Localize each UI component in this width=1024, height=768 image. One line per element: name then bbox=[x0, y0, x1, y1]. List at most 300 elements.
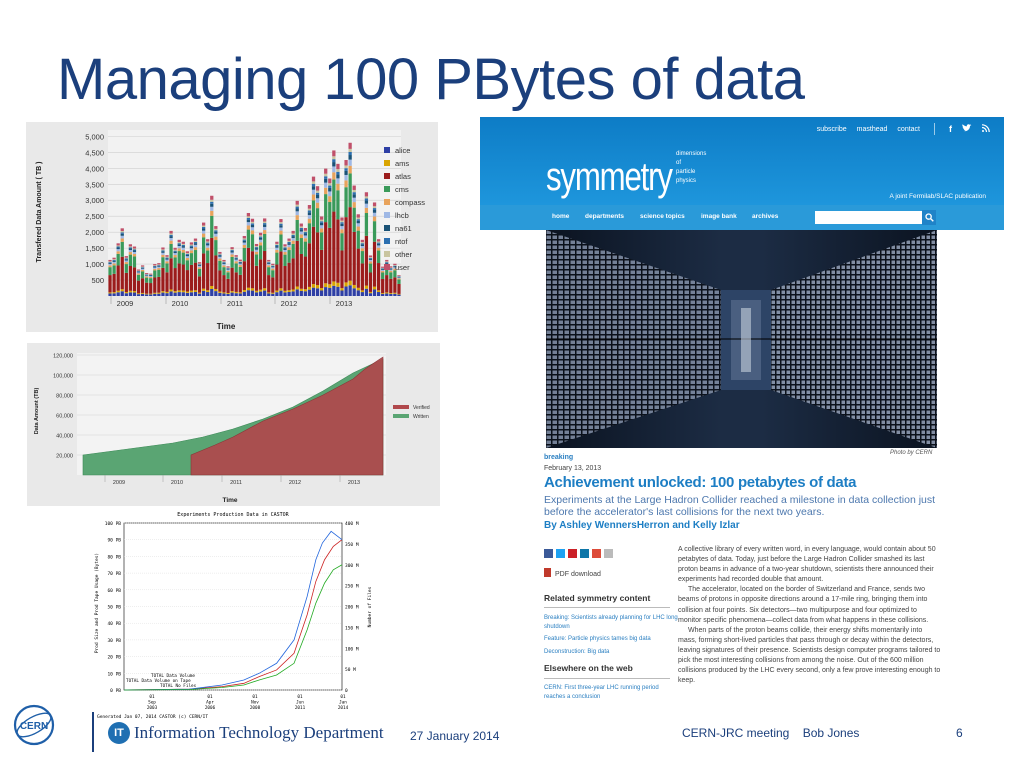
bar-segment-ams bbox=[239, 292, 242, 293]
bar-segment-cms bbox=[206, 251, 209, 264]
y2-tick-label: 300 M bbox=[345, 563, 359, 569]
elsewhere-link[interactable]: CERN: First three-year LHC running period reaches a conclusion bbox=[544, 685, 659, 700]
bar-segment-compass bbox=[357, 227, 360, 231]
bar-segment-ntof bbox=[157, 265, 160, 266]
related-link[interactable]: Deconstruction: Big data bbox=[544, 649, 610, 655]
bar-segment-user bbox=[165, 255, 168, 257]
bar-segment-user bbox=[182, 242, 185, 244]
x-tick-label: Jun bbox=[296, 700, 304, 706]
bar-segment-na61 bbox=[312, 186, 315, 190]
bar-segment-ams bbox=[214, 289, 217, 291]
bar-segment-ntof bbox=[332, 159, 335, 162]
bar-segment-user bbox=[328, 179, 331, 184]
bar-segment-cms bbox=[235, 263, 238, 272]
rss-icon[interactable] bbox=[982, 124, 990, 134]
bar-segment-na61 bbox=[190, 247, 193, 249]
bar-segment-compass bbox=[210, 211, 213, 216]
bar-segment-na61 bbox=[340, 224, 343, 226]
bar-segment-na61 bbox=[186, 255, 189, 256]
legend-label: Verified bbox=[413, 405, 430, 411]
bar-segment-na61 bbox=[328, 188, 331, 192]
googleplus-share-icon[interactable] bbox=[592, 549, 601, 558]
bar-segment-alice bbox=[336, 287, 339, 296]
bar-segment-cms bbox=[357, 231, 360, 249]
bar-segment-na61 bbox=[198, 265, 201, 266]
y-tick-label: 3,000 bbox=[85, 196, 104, 206]
legend-label: ntof bbox=[395, 237, 408, 246]
bar-segment-atlas bbox=[283, 266, 286, 291]
bar-segment-user bbox=[210, 196, 213, 200]
bar-segment-na61 bbox=[357, 221, 360, 223]
bar-segment-alice bbox=[287, 292, 290, 296]
bar-segment-cms bbox=[287, 250, 290, 263]
y-tick-label: 80 PB bbox=[107, 555, 121, 561]
bar-segment-user bbox=[247, 213, 250, 216]
bar-segment-cms bbox=[361, 251, 364, 263]
bar-segment-lhcb bbox=[320, 225, 323, 228]
bar-segment-atlas bbox=[243, 261, 246, 290]
article-body bbox=[678, 545, 941, 686]
x-tick-label: 2009 bbox=[116, 299, 134, 308]
footer-meeting: CERN-JRC meeting Bob Jones bbox=[682, 726, 860, 740]
bar-segment-atlas bbox=[255, 266, 258, 291]
bar-segment-na61 bbox=[373, 210, 376, 213]
bar-segment-na61 bbox=[353, 194, 356, 197]
divider bbox=[544, 607, 670, 608]
bar-segment-lhcb bbox=[137, 272, 140, 273]
bar-segment-na61 bbox=[348, 155, 351, 160]
bar-segment-cms bbox=[133, 256, 136, 267]
pinterest-share-icon[interactable] bbox=[568, 549, 577, 558]
nav-image-bank[interactable]: image bank bbox=[701, 213, 737, 220]
bar-segment-cms bbox=[267, 267, 270, 275]
bar-segment-lhcb bbox=[300, 232, 303, 235]
article-dek: Experiments at the Large Hadron Collider reached a milestone in data collection just before the accelerator's last collisions for the next two years. bbox=[544, 494, 936, 518]
bar-segment-atlas bbox=[210, 238, 213, 286]
bar-segment-cms bbox=[263, 234, 266, 251]
bar-segment-cms bbox=[397, 279, 400, 284]
area-chart-svg bbox=[27, 343, 440, 506]
symmetry-tagline: A joint Fermilab/SLAC publication bbox=[889, 193, 986, 200]
bar-segment-atlas bbox=[340, 250, 343, 288]
bar-segment-ntof bbox=[133, 249, 136, 250]
bar-segment-cms bbox=[153, 270, 156, 277]
legend-swatch bbox=[393, 414, 409, 418]
bar-segment-alice bbox=[165, 293, 168, 296]
bar-segment-other bbox=[141, 267, 144, 268]
x-axis-label: Time bbox=[216, 322, 236, 331]
bar-segment-atlas bbox=[385, 275, 388, 292]
bar-segment-compass bbox=[332, 172, 335, 179]
bar-segment-other bbox=[202, 226, 205, 227]
y-tick-label: 0 PB bbox=[110, 689, 121, 694]
y-tick-label: 10 PB bbox=[107, 672, 121, 678]
breaking-label[interactable]: breaking bbox=[544, 454, 574, 461]
bar-segment-cms bbox=[214, 240, 217, 255]
bar-segment-other bbox=[129, 246, 132, 247]
legend-label: compass bbox=[395, 198, 426, 207]
bar-segment-atlas bbox=[202, 253, 205, 288]
bar-segment-lhcb bbox=[287, 245, 290, 247]
bar-segment-ams bbox=[153, 293, 156, 294]
bar-segment-atlas bbox=[373, 242, 376, 287]
bar-segment-user bbox=[239, 260, 242, 261]
bar-segment-atlas bbox=[300, 254, 303, 289]
bar-segment-ntof bbox=[271, 266, 274, 267]
nav-archives[interactable]: archives bbox=[752, 213, 779, 220]
bar-segment-cms bbox=[243, 248, 246, 261]
bar-segment-compass bbox=[141, 270, 144, 272]
bar-segment-lhcb bbox=[304, 235, 307, 238]
bar-segment-alice bbox=[137, 294, 140, 296]
bar-segment-na61 bbox=[149, 275, 152, 276]
twitter-share-icon[interactable] bbox=[556, 549, 565, 558]
bar-segment-other bbox=[210, 200, 213, 202]
bar-segment-alice bbox=[340, 291, 343, 296]
bar-segment-ntof bbox=[178, 243, 181, 244]
bar-segment-ntof bbox=[222, 262, 225, 263]
bar-segment-ams bbox=[206, 290, 209, 292]
bar-segment-user bbox=[259, 233, 262, 236]
facebook-icon[interactable]: f bbox=[949, 124, 952, 134]
linkedin-share-icon[interactable] bbox=[580, 549, 589, 558]
bar-segment-ntof bbox=[316, 193, 319, 195]
subscribe-link[interactable]: subscribe bbox=[816, 125, 847, 133]
y-tick-label: 50 PB bbox=[107, 605, 121, 611]
bar-segment-na61 bbox=[178, 244, 181, 246]
bar-segment-ams bbox=[218, 292, 221, 293]
bar-segment-ntof bbox=[336, 172, 339, 175]
y2-tick-label: 250 M bbox=[345, 584, 359, 590]
bar-segment-lhcb bbox=[369, 260, 372, 262]
pdf-download-link[interactable]: PDF download bbox=[544, 568, 601, 578]
bar-segment-lhcb bbox=[133, 252, 136, 254]
cern-logo-text: CERN bbox=[19, 721, 49, 732]
bar-segment-cms bbox=[304, 242, 307, 257]
bar-segment-alice bbox=[332, 286, 335, 296]
bar-segment-compass bbox=[157, 268, 160, 270]
bar-segment-ntof bbox=[247, 218, 250, 220]
legend-swatch bbox=[384, 225, 390, 231]
bar-segment-ams bbox=[255, 291, 258, 293]
bar-segment-ntof bbox=[161, 250, 164, 251]
bar-segment-ntof bbox=[206, 243, 209, 244]
bar-segment-other bbox=[296, 205, 299, 207]
bar-segment-cms bbox=[117, 254, 120, 266]
legend-label: atlas bbox=[395, 172, 411, 181]
bar-segment-user bbox=[397, 275, 400, 276]
y2-tick-label: 0 bbox=[345, 689, 348, 694]
bar-segment-ntof bbox=[117, 246, 120, 247]
legend-label: other bbox=[395, 250, 413, 259]
bar-segment-lhcb bbox=[178, 246, 181, 248]
bar-segment-other bbox=[365, 196, 368, 198]
bar-segment-user bbox=[320, 217, 323, 220]
y2-axis-label: Number of Files bbox=[368, 586, 373, 628]
bar-segment-atlas bbox=[178, 263, 181, 290]
bar-segment-atlas bbox=[263, 251, 266, 288]
bar-segment-ntof bbox=[141, 267, 144, 268]
bar-segment-compass bbox=[389, 271, 392, 272]
bar-segment-atlas bbox=[361, 263, 364, 290]
bar-segment-alice bbox=[316, 288, 319, 296]
bar-segment-na61 bbox=[304, 233, 307, 235]
bar-segment-ams bbox=[157, 293, 160, 294]
bar-segment-na61 bbox=[365, 201, 368, 204]
bar-segment-atlas bbox=[279, 251, 282, 288]
bar-segment-lhcb bbox=[230, 253, 233, 255]
bar-segment-ntof bbox=[230, 250, 233, 251]
nav-home[interactable]: home bbox=[552, 213, 570, 220]
bar-segment-cms bbox=[320, 232, 323, 249]
bar-segment-atlas bbox=[336, 219, 339, 282]
bar-segment-other bbox=[182, 244, 185, 245]
legend-label: TOTAL Data Volume on Tape bbox=[126, 679, 191, 684]
bar-segment-cms bbox=[112, 265, 115, 273]
bar-segment-atlas bbox=[186, 270, 189, 291]
y-tick-label: 20 PB bbox=[107, 655, 121, 661]
bar-segment-ntof bbox=[275, 245, 278, 246]
bar-segment-other bbox=[169, 233, 172, 234]
bar-segment-cms bbox=[312, 200, 315, 226]
bar-segment-other bbox=[121, 231, 124, 232]
y-tick-label: 40 PB bbox=[107, 622, 121, 628]
symmetry-article bbox=[480, 117, 1004, 707]
bar-segment-cms bbox=[328, 202, 331, 228]
bar-segment-other bbox=[206, 241, 209, 242]
bar-segment-alice bbox=[112, 293, 115, 296]
bar-segment-alice bbox=[304, 291, 307, 296]
twitter-icon[interactable] bbox=[962, 124, 972, 135]
bar-segment-lhcb bbox=[247, 222, 250, 225]
bar-segment-ams bbox=[247, 288, 250, 290]
bar-segment-user bbox=[336, 164, 339, 169]
search-icon[interactable] bbox=[922, 210, 936, 225]
bar-segment-alice bbox=[235, 293, 238, 296]
bar-segment-ams bbox=[348, 281, 351, 286]
bar-segment-lhcb bbox=[129, 250, 132, 252]
bar-segment-alice bbox=[125, 293, 128, 296]
bar-segment-na61 bbox=[369, 259, 372, 260]
legend-swatch bbox=[384, 251, 390, 257]
bar-segment-compass bbox=[275, 250, 278, 253]
bar-segment-atlas bbox=[251, 251, 254, 288]
bar-segment-compass bbox=[235, 261, 238, 263]
bar-segment-compass bbox=[218, 259, 221, 261]
bar-segment-ntof bbox=[296, 207, 299, 209]
bar-segment-other bbox=[369, 257, 372, 258]
bar-segment-alice bbox=[129, 292, 132, 296]
bar-segment-other bbox=[117, 245, 120, 246]
x-tick-label: Jan bbox=[339, 700, 347, 706]
bar-segment-lhcb bbox=[125, 260, 128, 262]
bar-segment-ams bbox=[332, 281, 335, 285]
bar-segment-cms bbox=[202, 237, 205, 253]
bar-segment-compass bbox=[125, 262, 128, 264]
bar-segment-user bbox=[316, 186, 319, 190]
bar-segment-ams bbox=[202, 289, 205, 291]
bar-segment-compass bbox=[377, 248, 380, 251]
bar-segment-user bbox=[312, 177, 315, 182]
bar-segment-ams bbox=[210, 286, 213, 289]
bar-segment-user bbox=[348, 143, 351, 149]
bar-segment-ams bbox=[125, 292, 128, 293]
y2-tick-label: 350 M bbox=[345, 542, 359, 548]
bar-segment-other bbox=[194, 241, 197, 242]
bar-segment-na61 bbox=[174, 252, 177, 253]
y-axis-label: Data Amount (TB) bbox=[34, 387, 40, 435]
search-input[interactable] bbox=[815, 211, 922, 224]
legend-label: na61 bbox=[395, 224, 412, 233]
bar-segment-ntof bbox=[226, 268, 229, 269]
bar-segment-atlas bbox=[332, 212, 335, 282]
bar-segment-other bbox=[357, 218, 360, 220]
bar-segment-ntof bbox=[202, 227, 205, 228]
related-link[interactable]: Breaking: Scientists already planning for LHC long shutdown bbox=[544, 615, 678, 630]
bar-segment-ntof bbox=[198, 264, 201, 265]
bar-segment-atlas bbox=[353, 232, 356, 285]
masthead-link[interactable]: masthead bbox=[856, 125, 888, 133]
facebook-share-icon[interactable] bbox=[544, 549, 553, 558]
bar-segment-other bbox=[157, 264, 160, 265]
bar-segment-compass bbox=[263, 230, 266, 234]
x-tick-label: 2011 bbox=[226, 299, 244, 308]
bar-segment-lhcb bbox=[259, 240, 262, 243]
bar-segment-compass bbox=[178, 248, 181, 251]
bar-segment-user bbox=[153, 264, 156, 265]
x-tick-label: 01 bbox=[207, 695, 213, 700]
bar-segment-atlas bbox=[348, 207, 351, 281]
y-tick-label: 3,500 bbox=[85, 180, 104, 190]
bar-segment-cms bbox=[239, 267, 242, 275]
bar-segment-na61 bbox=[283, 248, 286, 250]
bar-segment-lhcb bbox=[397, 278, 400, 279]
bar-segment-ntof bbox=[129, 247, 132, 248]
legend-label: user bbox=[395, 263, 410, 272]
contact-link[interactable]: contact bbox=[897, 125, 920, 133]
bar-segment-alice bbox=[178, 292, 181, 296]
bar-segment-other bbox=[267, 261, 270, 262]
x-tick-label: 01 bbox=[340, 695, 346, 700]
legend-swatch bbox=[384, 160, 390, 166]
bar-segment-user bbox=[279, 219, 282, 222]
bar-segment-atlas bbox=[112, 274, 115, 292]
bar-segment-lhcb bbox=[340, 226, 343, 229]
bar-segment-ntof bbox=[304, 232, 307, 233]
bar-segment-ntof bbox=[279, 224, 282, 226]
x-tick-label: Sep bbox=[148, 700, 156, 706]
bar-segment-ntof bbox=[243, 240, 246, 241]
bar-segment-ntof bbox=[165, 258, 168, 259]
bar-segment-other bbox=[275, 244, 278, 245]
bar-segment-other bbox=[125, 258, 128, 259]
bar-segment-alice bbox=[186, 293, 189, 296]
nav-departments[interactable]: departments bbox=[585, 213, 625, 220]
bar-segment-compass bbox=[230, 254, 233, 256]
bar-segment-cms bbox=[182, 253, 185, 265]
bar-segment-compass bbox=[348, 166, 351, 174]
email-share-icon[interactable] bbox=[604, 549, 613, 558]
bar-segment-cms bbox=[308, 223, 311, 243]
bar-segment-atlas bbox=[129, 266, 132, 291]
bar-segment-lhcb bbox=[263, 227, 266, 230]
bar-segment-na61 bbox=[222, 263, 225, 264]
y2-tick-label: 150 M bbox=[345, 626, 359, 632]
bar-segment-lhcb bbox=[328, 191, 331, 196]
bar-segment-compass bbox=[397, 278, 400, 279]
legend-label: lhcb bbox=[395, 211, 409, 220]
bar-segment-user bbox=[357, 214, 360, 217]
bar-segment-other bbox=[108, 261, 111, 262]
page-number: 6 bbox=[956, 726, 963, 740]
bar-segment-user bbox=[377, 239, 380, 241]
symmetry-logo[interactable]: symmetry bbox=[546, 155, 672, 199]
y-axis-label: Prod Size and Prod Tape Usage (Bytes) bbox=[95, 552, 100, 654]
department-name: Information Technology Department bbox=[134, 723, 384, 742]
bar-segment-ntof bbox=[174, 251, 177, 252]
y2-tick-label: 200 M bbox=[345, 605, 359, 611]
bar-segment-na61 bbox=[153, 267, 156, 268]
bar-segment-atlas bbox=[190, 265, 193, 291]
bar-segment-alice bbox=[271, 294, 274, 296]
bar-segment-cms bbox=[377, 251, 380, 264]
bar-segment-user bbox=[255, 244, 258, 246]
bar-segment-cms bbox=[178, 251, 181, 263]
related-content-heading: Related symmetry content bbox=[544, 593, 651, 603]
bar-segment-user bbox=[243, 236, 246, 238]
bar-segment-other bbox=[137, 271, 140, 272]
bar-segment-user bbox=[324, 169, 327, 174]
bar-segment-lhcb bbox=[275, 248, 278, 250]
bar-segment-lhcb bbox=[243, 243, 246, 245]
bar-segment-compass bbox=[182, 250, 185, 253]
bar-segment-ams bbox=[230, 291, 233, 292]
bar-segment-alice bbox=[226, 294, 229, 296]
bar-segment-user bbox=[287, 239, 290, 241]
bar-segment-alice bbox=[308, 290, 311, 296]
bar-segment-cms bbox=[340, 233, 343, 250]
legend-swatch bbox=[384, 147, 390, 153]
bar-segment-ntof bbox=[125, 258, 128, 259]
bar-segment-cms bbox=[373, 221, 376, 242]
bar-segment-lhcb bbox=[202, 231, 205, 234]
bar-segment-compass bbox=[165, 261, 168, 263]
bar-segment-ams bbox=[373, 287, 376, 290]
bar-segment-na61 bbox=[161, 251, 164, 252]
bar-segment-cms bbox=[336, 190, 339, 219]
bar-segment-compass bbox=[149, 277, 152, 278]
related-link[interactable]: Feature: Particle physics tames big data bbox=[544, 636, 651, 642]
body-paragraph: A collective library of every written word, in every language, would contain about 50 petabytes of data. Today, just before the Large Hadron Collider smashed its last proton beams in advance of a two-year shutdown, scientists there announced their experiments had recorded double that amount. bbox=[678, 546, 936, 584]
bar-segment-lhcb bbox=[226, 270, 229, 271]
bar-segment-lhcb bbox=[198, 266, 201, 267]
bar-segment-alice bbox=[157, 294, 160, 296]
legend-swatch bbox=[384, 264, 390, 270]
bar-segment-compass bbox=[226, 271, 229, 272]
nav-science-topics[interactable]: science topics bbox=[640, 213, 685, 220]
bar-segment-ams bbox=[226, 293, 229, 294]
bar-segment-other bbox=[279, 222, 282, 224]
bar-segment-na61 bbox=[377, 244, 380, 246]
bar-segment-ntof bbox=[214, 230, 217, 231]
article-byline[interactable]: By Ashley WennersHerron and Kelly Izlar bbox=[544, 520, 740, 531]
bar-segment-ntof bbox=[112, 260, 115, 261]
bar-segment-ams bbox=[344, 282, 347, 286]
bar-segment-ams bbox=[108, 292, 111, 293]
legend-swatch bbox=[384, 212, 390, 218]
bar-segment-other bbox=[300, 226, 303, 227]
bar-segment-ams bbox=[271, 293, 274, 294]
